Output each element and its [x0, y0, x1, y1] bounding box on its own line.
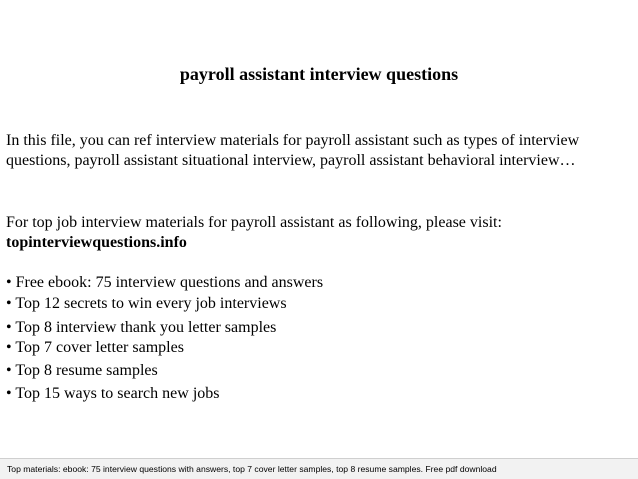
list-item: • Top 7 cover letter samples: [6, 339, 184, 356]
page-title: payroll assistant interview questions: [179, 64, 459, 84]
list-item: • Free ebook: 75 interview questions and answers: [6, 274, 324, 291]
list-item: • Top 8 resume samples: [6, 362, 158, 379]
site-link[interactable]: topinterviewquestions.info: [6, 233, 187, 251]
visit-text: For top job interview materials for payroll assistant as following, please visit:: [6, 214, 502, 231]
visit-paragraph: [6, 213, 632, 252]
footer-bar: [0, 458, 638, 479]
list-item: • Top 12 secrets to win every job interviews: [6, 295, 287, 312]
intro-paragraph: In this file, you can ref interview materials for payroll assistant such as types of interview questions, payroll assistant situational interview, payroll assistant behavioral interview…: [6, 132, 580, 169]
list-item: • Top 8 interview thank you letter samples: [6, 319, 277, 336]
list-item: • Top 15 ways to search new jobs: [6, 385, 220, 402]
footer-text: Top materials: ebook: 75 interview questions with answers, top 7 cover letter samples, top 8 resume samples. Free pdf download: [7, 464, 497, 474]
